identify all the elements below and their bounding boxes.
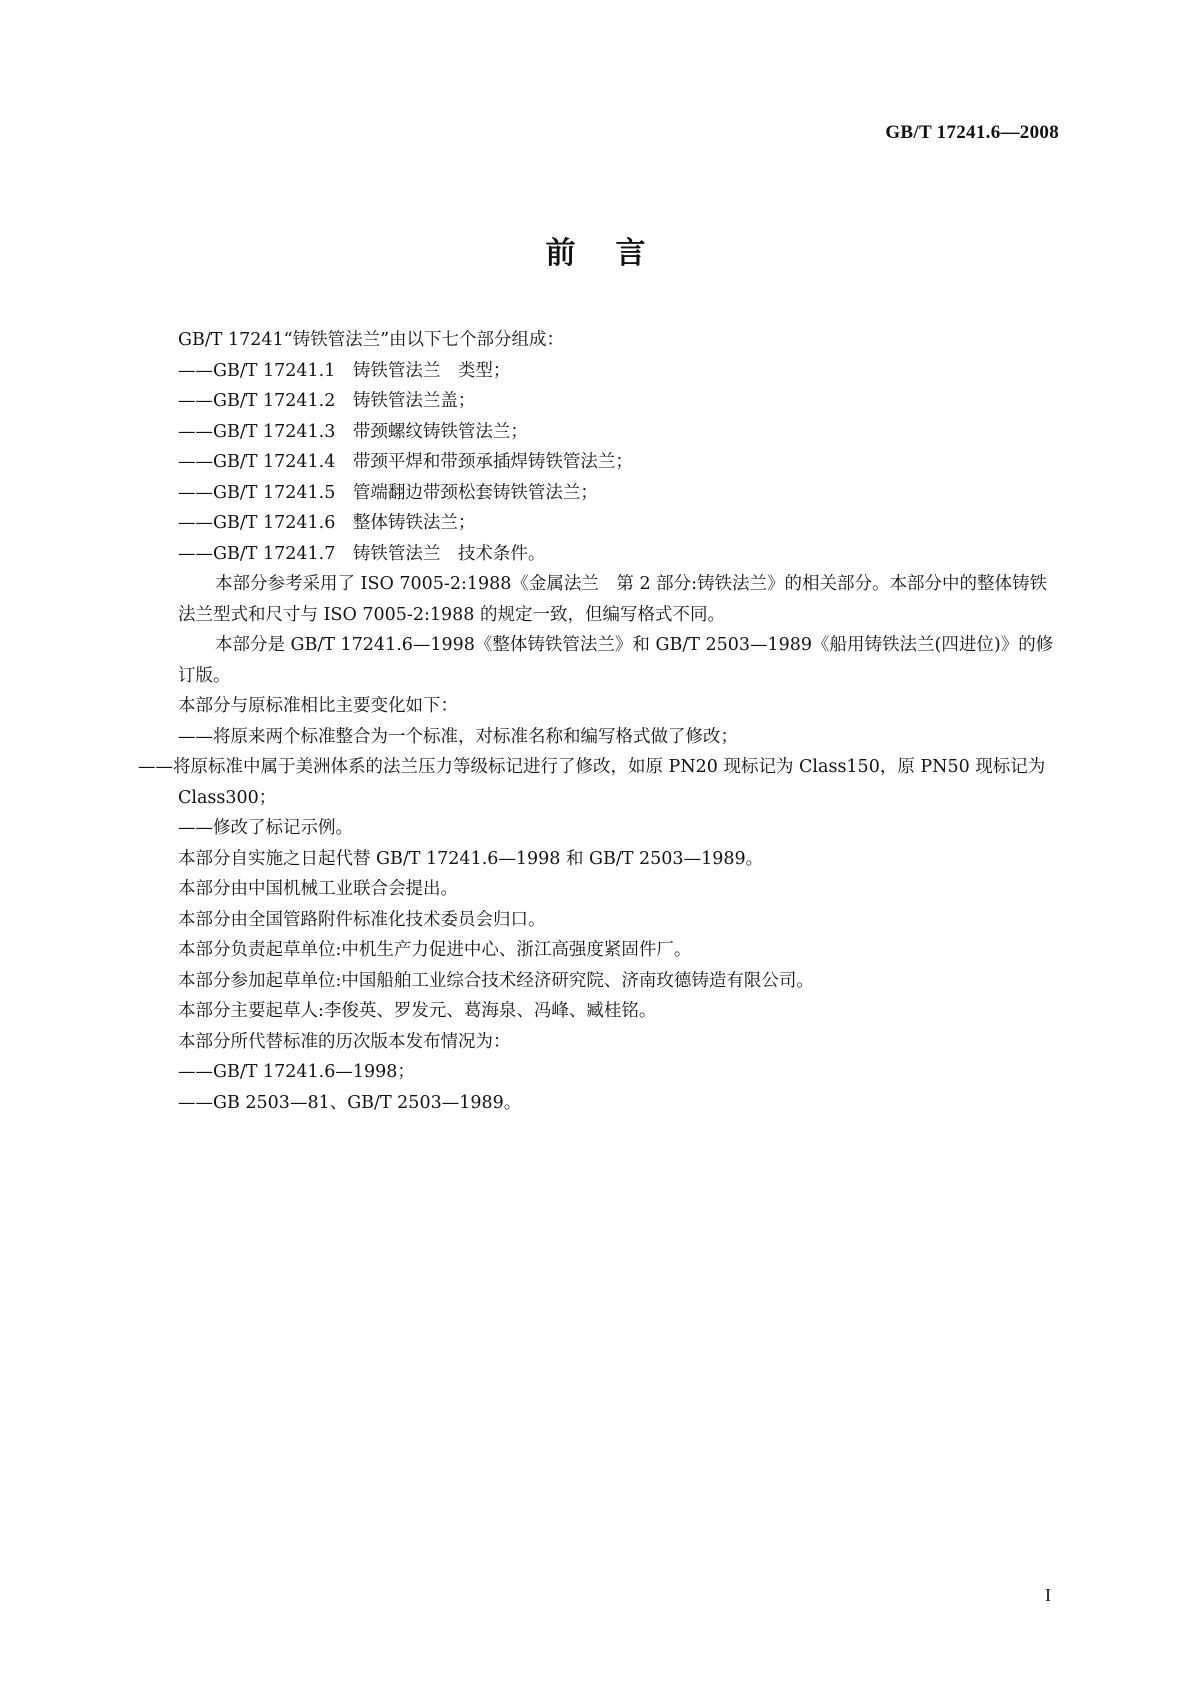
history-item: ——GB/T 17241.6—1998；	[178, 1062, 415, 1082]
change-item: ——修改了标记示例。	[178, 818, 353, 838]
part-item: ——GB/T 17241.6 整体铸铁法兰；	[178, 513, 476, 533]
intro-paragraph: GB/T 17241“铸铁管法兰”由以下七个部分组成：	[178, 330, 565, 350]
revision-paragraph: 本部分是 GB/T 17241.6—1998《整体铸铁管法兰》和 GB/T 2503—1989《船用铸铁法兰(四进位)》的修订版。	[178, 635, 1054, 686]
drafting-unit-paragraph: 本部分负责起草单位:中机生产力促进中心、浙江高强度紧固件厂。	[178, 940, 692, 960]
standard-code: GB/T 17241.6—2008	[885, 122, 1059, 143]
replace-paragraph: 本部分自实施之日起代替 GB/T 17241.6—1998 和 GB/T 2503—1989。	[178, 848, 764, 869]
page-title: 前言	[545, 236, 686, 271]
change-item: ——将原来两个标准整合为一个标准，对标准名称和编写格式做了修改；	[178, 726, 738, 747]
proposed-paragraph: 本部分由中国机械工业联合会提出。	[178, 879, 458, 899]
reference-paragraph: 本部分参考采用了 ISO 7005-2:1988《金属法兰 第 2 部分:铸铁法兰》的相关部分。本部分中的整体铸铁法兰型式和尺寸与 ISO 7005-2:1988 的规定一致，但编写格式不同。	[178, 574, 1048, 625]
part-item: ——GB/T 17241.5 管端翻边带颈松套铸铁管法兰；	[178, 482, 598, 503]
page-number: I	[1045, 1585, 1051, 1605]
part-item: ——GB/T 17241.1 铸铁管法兰 类型；	[178, 360, 511, 381]
document-body	[138, 325, 1063, 1118]
change-item: ——将原标准中属于美洲体系的法兰压力等级标记进行了修改，如原 PN20 现标记为 Class150，原 PN50 现标记为 Class300；	[138, 757, 1046, 808]
history-intro: 本部分所代替标准的历次版本发布情况为：	[178, 1031, 511, 1052]
part-item: ——GB/T 17241.4 带颈平焊和带颈承插焊铸铁管法兰；	[178, 452, 633, 472]
drafters-paragraph: 本部分主要起草人:李俊英、罗发元、葛海泉、冯峰、臧桂铭。	[178, 1001, 657, 1021]
part-item: ——GB/T 17241.7 铸铁管法兰 技术条件。	[178, 543, 546, 564]
part-item: ——GB/T 17241.3 带颈螺纹铸铁管法兰；	[178, 421, 528, 442]
centralized-paragraph: 本部分由全国管路附件标准化技术委员会归口。	[178, 909, 546, 930]
changes-intro: 本部分与原标准相比主要变化如下：	[178, 696, 458, 716]
part-item: ——GB/T 17241.2 铸铁管法兰盖；	[178, 391, 476, 411]
history-item: ——GB 2503—81、GB/T 2503—1989。	[178, 1092, 522, 1113]
participating-unit-paragraph: 本部分参加起草单位:中国船舶工业综合技术经济研究院、济南玫德铸造有限公司。	[178, 970, 814, 991]
